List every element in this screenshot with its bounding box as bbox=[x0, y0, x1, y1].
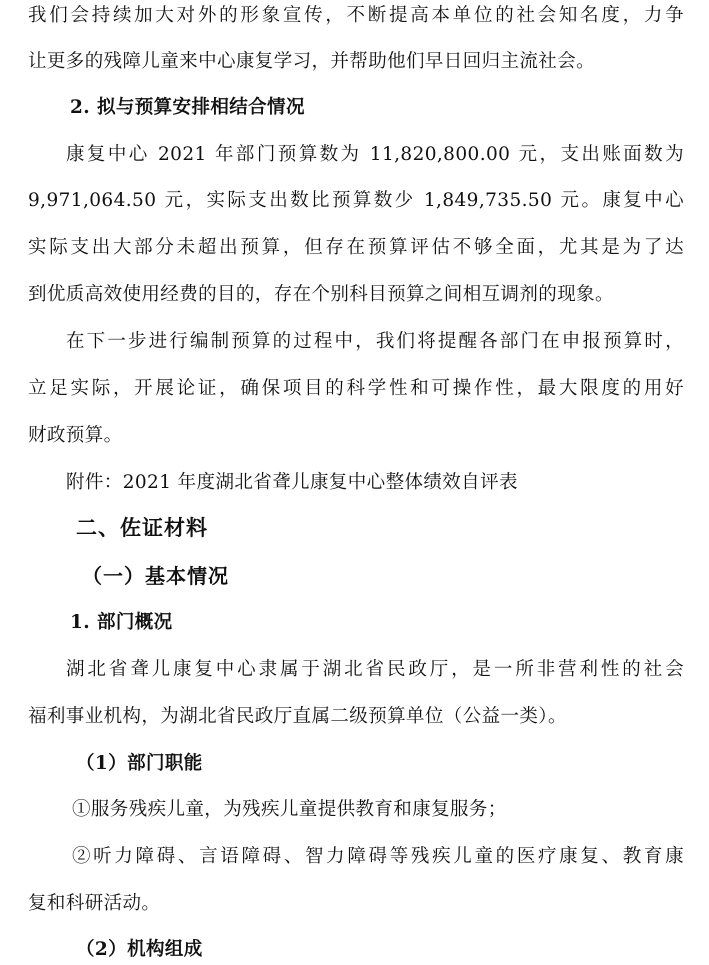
paragraph-line: 到优质高效使用经费的目的，存在个别科目预算之间相互调剂的现象。 bbox=[28, 284, 614, 305]
paragraph-line: 复和科研活动。 bbox=[28, 893, 161, 914]
paragraph-line: 财政预算。 bbox=[28, 425, 123, 446]
function-item: ②听力障碍、言语障碍、智力障碍等残疾儿童的医疗康复、教育康 bbox=[72, 846, 684, 867]
org-title: （2）机构组成 bbox=[76, 939, 203, 960]
section-title: 二、佐证材料 bbox=[76, 515, 208, 540]
paragraph-line: 实际支出大部分未超出预算，但存在预算评估不够全面，尤其是为了达 bbox=[28, 237, 684, 258]
paragraph-line: 9,971,064.50 元，实际支出数比预算数少 1,849,735.50 元。康复中心 bbox=[28, 190, 684, 211]
function-item: ①服务残疾儿童，为残疾儿童提供教育和康复服务； bbox=[72, 799, 507, 820]
paragraph-line: 在下一步进行编制预算的过程中，我们将提醒各部门在申报预算时， bbox=[66, 331, 684, 352]
paragraph-line: 康复中心 2021 年部门预算数为 11,820,800.00 元，支出账面数为 bbox=[66, 144, 684, 165]
paragraph-line: 让更多的残障儿童来中心康复学习，并帮助他们早日回归主流社会。 bbox=[28, 51, 596, 72]
paragraph-line: 福利事业机构，为湖北省民政厅直属二级预算单位（公益一类）。 bbox=[28, 706, 567, 727]
paragraph-line: 湖北省聋儿康复中心隶属于湖北省民政厅，是一所非营利性的社会 bbox=[66, 659, 684, 680]
budget-heading: 2. 拟与预算安排相结合情况 bbox=[70, 97, 305, 118]
paragraph-line: 我们会持续加大对外的形象宣传，不断提高本单位的社会知名度，力争 bbox=[28, 5, 684, 26]
subsection-title: （一）基本情况 bbox=[82, 564, 229, 588]
item-title: 1. 部门概况 bbox=[70, 612, 173, 633]
functions-title: （1）部门职能 bbox=[76, 753, 203, 774]
paragraph-line: 立足实际，开展论证，确保项目的科学性和可操作性，最大限度的用好 bbox=[28, 378, 684, 399]
attachment-note: 附件：2021 年度湖北省聋儿康复中心整体绩效自评表 bbox=[66, 472, 518, 493]
